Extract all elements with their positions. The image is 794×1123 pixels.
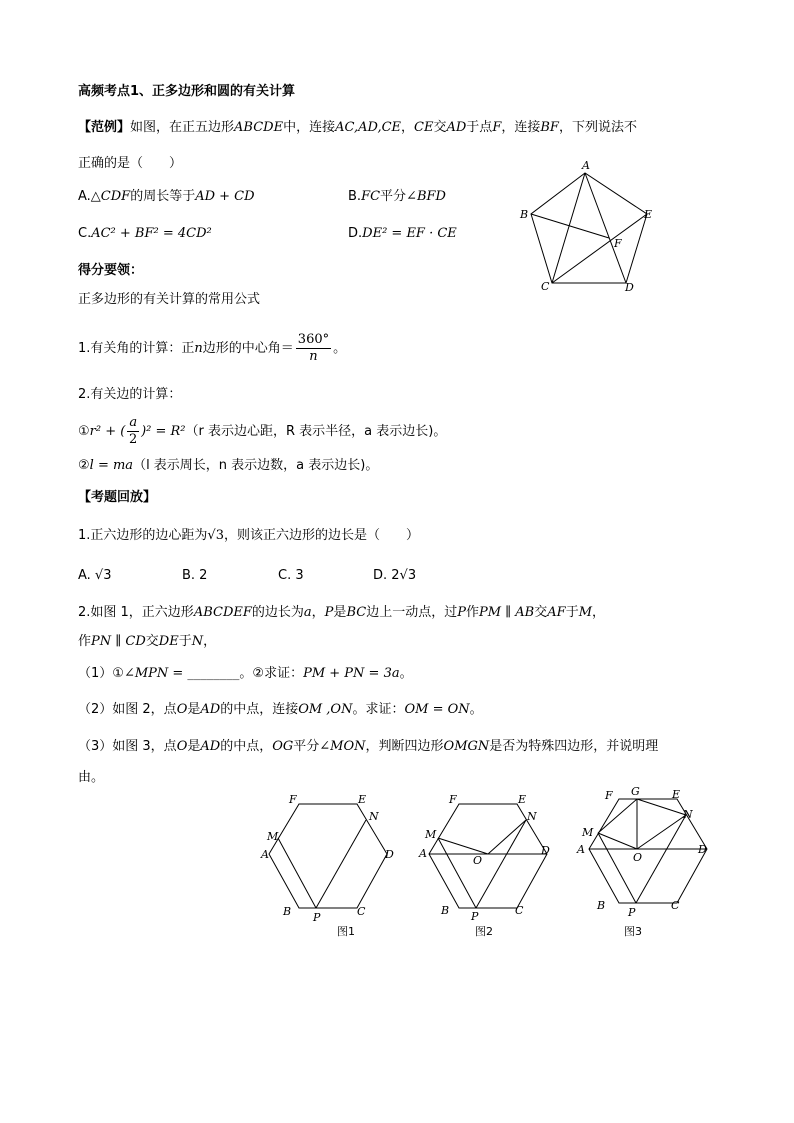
point: F	[492, 120, 502, 135]
q2-line-2: 作PN ∥ CD交DE于N，	[78, 634, 217, 649]
q1-option-c: C. 3	[278, 568, 304, 583]
segment: CE	[414, 120, 434, 135]
fig3-label-g: G	[631, 785, 640, 798]
fig3-label-o: O	[633, 851, 643, 864]
fig2-label-n: N	[527, 810, 537, 823]
pent-label-b: B	[520, 208, 529, 221]
formula-title: 正多边形的有关计算的常用公式	[78, 292, 261, 307]
fig3-label-n: N	[683, 808, 693, 821]
caption-fig1: 图1	[337, 925, 355, 938]
fig3-label-b: B	[597, 899, 606, 912]
fig3-label-p: P	[628, 906, 636, 919]
q2-line-1: 2.如图 1，正六边形ABCDEF的边长为a，P是BC边上一动点，过P作PM ∥ AB交AF于M，	[78, 605, 606, 620]
fig1-label-a: A	[261, 848, 269, 861]
fig2-label-o: O	[473, 854, 483, 867]
hexagon-figure-3	[575, 785, 725, 922]
example-text: ，连接	[501, 120, 541, 135]
fig1-label-f: F	[289, 793, 297, 806]
q2-sub-2: （2）如图 2，点O是AD的中点，连接OM ,ON。求证：OM = ON。	[78, 702, 483, 717]
caption-fig3: 图3	[624, 925, 642, 938]
segment: AD	[446, 120, 467, 135]
fig1-label-e: E	[358, 793, 367, 806]
q1-option-a: A. √3	[78, 568, 112, 583]
fig2-label-e: E	[518, 793, 527, 806]
section-title: 高频考点1、正多边形和圆的有关计算	[78, 84, 296, 99]
fig2-label-a: A	[419, 847, 427, 860]
fig1-label-n: N	[369, 810, 379, 823]
option-b: B.FC平分∠BFD	[348, 189, 446, 204]
example-text: 于点	[466, 120, 493, 135]
fig2-label-b: B	[441, 904, 450, 917]
fig1-label-p: P	[313, 911, 321, 922]
formula-side-1: ①r² + ( $\frac{a}{2}$ )² = R²（r 表示边心距，R 表示半径，a 表示边长)。	[78, 415, 447, 447]
hexagon-figure-1	[255, 790, 405, 922]
example-tag: 【范例】	[78, 120, 131, 135]
q1-option-b: B. 2	[182, 568, 208, 583]
formula-side-title: 2.有关边的计算：	[78, 387, 182, 402]
q1-text: 1.正六边形的边心距为√3，则该正六边形的边长是（ ）	[78, 528, 419, 543]
hexagon-figure-2	[415, 790, 565, 922]
shape-name: ABCDE	[234, 120, 284, 135]
example-line-2: 正确的是（ ）	[78, 156, 183, 171]
formula-side-2: ②l = ma（l 表示周长，n 表示边数，a 表示边长)。	[78, 458, 379, 473]
formula-angle: 1.有关角的计算：正n边形的中心角＝ $\frac{360^\circ}{n}$ 。	[78, 332, 347, 364]
fig1-label-c: C	[357, 905, 366, 918]
points-title: 得分要领：	[78, 263, 144, 278]
segment: BF	[540, 120, 559, 135]
option-c: C.AC² + BF² = 4CD²	[78, 226, 212, 241]
pent-label-d: D	[625, 281, 634, 294]
q2-sub-3-cont: 由。	[78, 770, 105, 785]
caption-fig2: 图2	[475, 925, 493, 938]
pent-label-a: A	[582, 159, 590, 172]
example-text: 如图，在正五边形	[130, 120, 235, 135]
pent-label-f: F	[614, 237, 622, 250]
fig2-label-m: M	[425, 828, 437, 841]
example-line-1: 【范例】如图，在正五边形ABCDE中，连接AC,AD,CE，CE交AD于点F，连接BF，下列说法不	[78, 120, 637, 135]
example-text: 交	[433, 120, 447, 135]
q1-option-d: D. 2√3	[373, 568, 417, 583]
fig3-label-d: D	[698, 843, 707, 856]
example-text: 中，连接	[283, 120, 336, 135]
fig3-label-a: A	[577, 843, 585, 856]
fig1-label-b: B	[283, 905, 292, 918]
fig2-label-c: C	[515, 904, 524, 917]
fig3-label-c: C	[671, 899, 680, 912]
fig2-label-f: F	[449, 793, 457, 806]
example-text: ，下列说法不	[558, 120, 637, 135]
fig3-label-e: E	[672, 788, 681, 801]
segments: AC,AD,CE	[335, 120, 402, 135]
fig3-label-f: F	[605, 789, 613, 802]
pent-label-c: C	[541, 280, 550, 293]
fig2-label-p: P	[471, 910, 479, 922]
fig1-label-m: M	[267, 830, 279, 843]
review-title: 【考题回放】	[78, 490, 157, 505]
fig1-label-d: D	[385, 848, 394, 861]
pent-label-e: E	[644, 208, 653, 221]
option-d: D.DE² = EF · CE	[348, 226, 457, 241]
fig3-label-m: M	[582, 826, 594, 839]
q2-sub-3: （3）如图 3，点O是AD的中点，OG平分∠MON，判断四边形OMGN是否为特殊四边形，并说明理	[78, 739, 659, 754]
q2-sub-1: （1）①∠MPN = ________。②求证：PM + PN = 3a。	[78, 666, 413, 681]
option-a: A.△CDF的周长等于AD + CD	[78, 189, 255, 204]
fig2-label-d: D	[541, 844, 550, 857]
pentagon-figure	[510, 158, 660, 298]
